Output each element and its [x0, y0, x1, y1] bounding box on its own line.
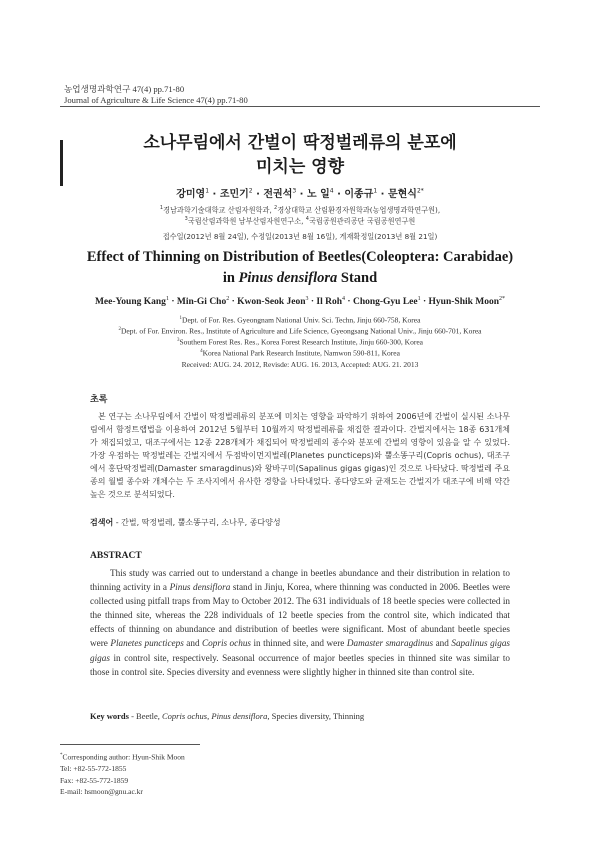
footnote-rule: [60, 744, 200, 745]
korean-affiliation-line-2: [0, 214, 600, 226]
english-author-name: Chong-Gyu Lee: [352, 297, 418, 308]
abstract-segment: in thinned site, and were: [251, 638, 347, 649]
english-affiliation-sup: 3: [177, 338, 180, 343]
korean-keywords: [90, 517, 281, 528]
english-keywords-label: Key words: [90, 711, 129, 721]
abstract-segment: stand in Jinju, Korea, where thinning was conducted in 2006. Beetles were collected using pitfall traps from May to October 2012. The 631 individuals of 18 beetle species were collected in the thinned site, whereas the 228 individuals of 12 beetle species from the control site, which indicated that effects of thinning on abundance and distribution of beetles were significant. Most of abundant beetle species were: [90, 582, 510, 649]
footnote-email: E-mail: hsmoon@gnu.ac.kr: [60, 787, 143, 796]
korean-author-name: 이종규: [344, 189, 374, 200]
english-author-sup: 3: [305, 296, 309, 302]
corresponding-author: [60, 750, 185, 763]
english-author-sup: 2*: [499, 296, 506, 302]
korean-author-name: 강미영: [176, 189, 206, 200]
abstract-segment: and: [183, 638, 203, 649]
author-separator: ·: [333, 189, 345, 200]
korean-affiliation-sup: 2: [274, 205, 278, 211]
korean-affiliation-text: 경남과학기술대학교 산림자원학과,: [163, 205, 275, 215]
journal-korean-line: 농업생명과학연구 47(4) pp.71-80: [64, 84, 185, 94]
korean-affiliation-sup: 3: [184, 216, 188, 222]
english-title-prefix: in: [222, 270, 239, 286]
received-dates: Received: AUG. 24. 2012, Revisde: AUG. 16. 2013, Accepted: AUG. 21. 2013: [181, 360, 419, 369]
author-separator: ·: [252, 189, 264, 200]
english-abstract-heading: ABSTRACT: [90, 551, 142, 561]
english-title-line-2: [0, 270, 600, 287]
english-title-species: Pinus densiflora: [238, 270, 338, 286]
english-title-line-1: Effect of Thinning on Distribution of Beetles(Coleoptera: Carabidae): [86, 249, 514, 265]
english-affiliation-text: Korea National Park Research Institute, Namwon 590-811, Korea: [202, 348, 400, 358]
header-rule: [60, 106, 540, 107]
keyword-species: Pinus densiflora: [211, 711, 268, 721]
english-title-suffix: Stand: [337, 270, 378, 286]
korean-affiliation-sup: 4: [305, 216, 309, 222]
corresponding-author-text: Corresponding author: Hyun-Shik Moon: [62, 752, 185, 762]
english-affiliation-sup: 1: [179, 316, 183, 321]
english-author-name: Mee-Young Kang: [94, 297, 166, 308]
author-separator: ·: [209, 189, 220, 200]
english-keywords: [90, 711, 364, 721]
korean-abstract-text: 본 연구는 소나무림에서 간벌이 딱정벌레류의 분포에 미치는 영향을 파악하기 위하여 2006년에 간벌이 실시된 소나무림에서 함정트랩법을 이용하여 2012년 5월부터 10월까지 딱정벌레류를 채집한 결과이다. 간벌지에서는 18종 631개체가 채집되었고, 대조구에서는 12종 228개체가 채집되어 딱정벌레의 종수와 분포에 간벌의 영향이 있음을 알 수 있었다. 가장 우점하는 딱정벌레는 간벌지에서 두점박이먼지벌레(Planetes puncticeps)와 뿔소똥구리(Copris ochus), 대조구에서 홍단딱정벌레(Damaster smaragdinus)와 왕바구미(Sapalinus gigas gigas)인 것으로 나타났다. 딱정벌레 주요 종의 월별 종수와 개체수는 두 조사지에서 유사한 경향을 나타내었다. 종다양도와 균재도는 간벌지가 대조구에 비해 약간 높은 것으로 분석되었다.: [90, 412, 510, 499]
author-separator: ·: [229, 297, 238, 308]
korean-keywords-label: 검색어: [90, 518, 114, 527]
footnote-fax: Fax: +82-55-772-1859: [60, 775, 129, 785]
english-affiliation-text: Dept. of For. Res. Gyeongnam National Univ. Sci. Techn, Jinju 660-758, Korea: [182, 315, 421, 325]
species-name: Planetes puncticeps: [110, 638, 184, 649]
english-author-sup: 1: [165, 296, 169, 302]
keyword-segment: , Species diversity, Thinning: [267, 711, 365, 721]
english-affiliation-text: Southern Forest Res. Res., Korea Forest Research Institute, Jinju 660-300, Korea: [179, 337, 423, 347]
korean-author-sup: 2*: [416, 187, 424, 195]
footnote: [60, 750, 185, 798]
journal-english-line: Journal of Agriculture & Life Science 47(4) pp.71-80: [64, 94, 248, 105]
korean-author-sup: 4: [329, 187, 334, 195]
korean-keywords-text: - 간벌, 딱정벌레, 뿔소똥구리, 소나무, 종다양성: [113, 518, 281, 527]
english-author-sup: 1: [417, 296, 421, 302]
english-affiliation-line: [0, 346, 600, 359]
author-separator: ·: [420, 297, 429, 308]
english-affiliation-sup: 2: [118, 327, 121, 332]
abstract-segment: in control site, respectively. Seasonal occurrence of major beetles species in thinned site was similar to those in control site. Species diversity and evenness were slightly higher in thinned site than control site.: [90, 652, 510, 677]
korean-author-name: 전권석: [263, 189, 293, 200]
korean-author-sup: 3: [292, 187, 297, 195]
korean-author-sup: 2: [248, 187, 253, 195]
korean-author-name: 조민기: [219, 189, 249, 200]
corresponding-mark: *: [60, 753, 63, 758]
english-author-name: Kwon-Seok Jeon: [237, 297, 306, 308]
keyword-segment: - Beetle,: [128, 711, 163, 721]
english-affiliation-text: Dept. of For. Environ. Res., Institute of Agriculture and Life Science, Gyeongsang National Univ., Jinju 660-701, Korea: [121, 326, 482, 336]
korean-author-sup: 1: [205, 187, 210, 195]
english-author-name: Min-Gi Cho: [176, 297, 227, 308]
keyword-species: Copris ochus: [162, 711, 208, 721]
korean-abstract-body: [90, 410, 510, 501]
korean-affiliation-text: 국립공원관리공단 국립공원연구원: [308, 216, 416, 226]
footnote-tel: Tel: +82-55-772-1855: [60, 764, 127, 773]
author-separator: ·: [168, 297, 177, 308]
author-separator: ·: [296, 189, 307, 200]
korean-dates: 접수일(2012년 8월 24일), 수정일(2013년 8월 16일), 게재확정일(2013년 8월 21일): [162, 232, 438, 241]
korean-affiliation-text: 국립산림과학원 남부산림자원연구소,: [187, 216, 306, 226]
journal-header: [64, 84, 248, 105]
english-abstract-body: [90, 566, 510, 679]
english-author-sup: 4: [342, 296, 346, 302]
english-author-list: [0, 296, 600, 307]
korean-author-sup: 1: [373, 187, 378, 195]
english-affiliation-sup: 4: [200, 349, 203, 354]
english-author-name: Hyun-Shik Moon: [428, 297, 500, 308]
species-name: Copris ochus: [202, 638, 251, 649]
korean-author-name: 노 일: [306, 189, 330, 200]
korean-abstract-heading: 초록: [90, 395, 108, 405]
abstract-segment: This study was carried out to understand a change in beetles abundance and their distribution in relation to thinning activity in a: [90, 568, 510, 593]
korean-author-list: [0, 185, 600, 200]
korean-title-line-1: 소나무림에서 간벌이 딱정벌레류의 분포에: [143, 133, 457, 153]
author-separator: ·: [308, 297, 317, 308]
english-abstract-text: [90, 566, 510, 679]
abstract-segment: and: [433, 638, 452, 649]
author-separator: ·: [377, 189, 388, 200]
korean-affiliation-text: 경상대학교 산림환경자원학과(농업생명과학연구원),: [277, 205, 441, 215]
korean-affiliation-sup: 1: [159, 205, 164, 211]
species-name: Sapalinus gigas gigas: [90, 638, 510, 663]
english-keywords-text: [129, 711, 364, 721]
keyword-segment: ,: [207, 711, 212, 721]
korean-title-line-2: 미치는 영향: [255, 157, 345, 177]
korean-author-name: 문현식: [387, 189, 417, 200]
species-name: Pinus densiflora: [169, 582, 231, 593]
english-author-name: Il Roh: [316, 297, 343, 308]
english-author-sup: 2: [226, 296, 230, 302]
author-separator: ·: [345, 297, 353, 308]
species-name: Damaster smaragdinus: [346, 638, 434, 649]
